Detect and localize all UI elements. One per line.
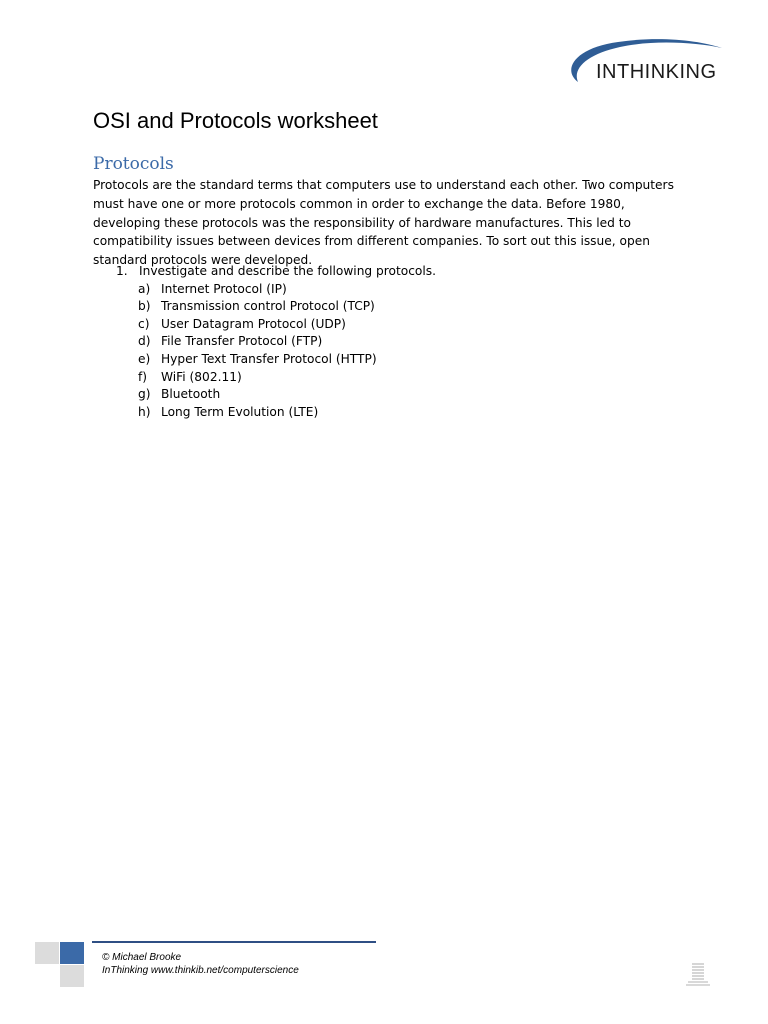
list-item-text: WiFi (802.11) [161, 369, 242, 384]
list-item-letter: d) [138, 334, 151, 349]
footer-decor-square [35, 942, 59, 964]
list-item-text: Transmission control Protocol (TCP) [161, 299, 375, 314]
list-item-letter: b) [138, 299, 151, 314]
list-item-letter: a) [138, 281, 151, 296]
page-lines-icon [684, 961, 712, 989]
list-item-text: Internet Protocol (IP) [161, 281, 287, 296]
footer-divider [92, 941, 376, 943]
page-title: OSI and Protocols worksheet [93, 108, 378, 133]
list-item-letter: c) [138, 316, 150, 331]
list-item-letter: g) [138, 387, 151, 402]
list-item-letter: f) [138, 369, 148, 384]
list-item-text: Long Term Evolution (LTE) [161, 404, 319, 419]
footer-copyright: © Michael Brooke [102, 952, 182, 963]
intro-paragraph: Protocols are the standard terms that computers use to understand each other. Two computers must have one or more protocols common in order to exchange the data. Before 1980, developing these protocols was the responsibility of hardware manufactures. This led to compatibility issues between devices from different companies. To sort out this issue, open standard protocols were developed. [93, 178, 674, 268]
list-item-letter: h) [138, 404, 151, 419]
list-item-text: File Transfer Protocol (FTP) [161, 334, 323, 349]
task-number: 1. [116, 264, 128, 278]
inthinking-logo [566, 34, 726, 90]
footer-decor-square [60, 942, 84, 964]
task-text: Investigate and describe the following protocols. [139, 264, 436, 278]
list-item-text: Hyper Text Transfer Protocol (HTTP) [161, 351, 377, 366]
list-item-text: Bluetooth [161, 387, 221, 402]
list-item-text: User Datagram Protocol (UDP) [161, 316, 346, 331]
footer-decor-square [60, 965, 84, 987]
footer [102, 951, 299, 977]
footer-site: InThinking www.thinkib.net/computerscience [102, 965, 299, 976]
section-heading: Protocols [93, 154, 174, 174]
list-item-letter: e) [138, 351, 151, 366]
logo-text: INTHINKING [596, 61, 717, 83]
